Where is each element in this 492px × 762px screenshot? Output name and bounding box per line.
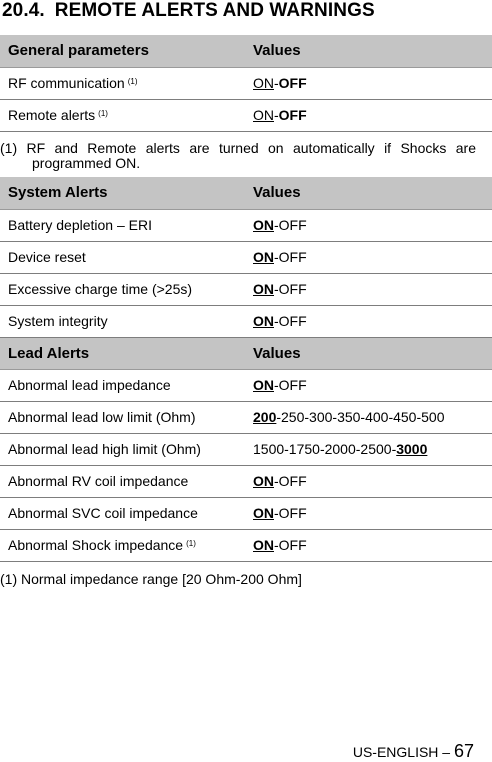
row-value: 200-250-300-350-400-450-500	[245, 401, 492, 433]
section-title: REMOTE ALERTS AND WARNINGS	[54, 0, 375, 21]
table-row	[0, 67, 492, 99]
column-header-values: Values	[245, 337, 492, 369]
row-value: ON-OFF	[245, 99, 492, 131]
column-header-values: Values	[245, 177, 492, 209]
section-heading	[2, 0, 375, 22]
column-header-system-alerts: System Alerts	[0, 177, 245, 209]
row-value: ON-OFF	[245, 305, 492, 337]
table-row	[0, 497, 492, 529]
page-footer	[353, 741, 474, 762]
table-row	[0, 433, 492, 465]
footnote-marker: (1)	[127, 77, 138, 86]
row-value: ON-OFF	[245, 209, 492, 241]
table-row	[0, 241, 492, 273]
row-label: Abnormal RV coil impedance	[0, 465, 245, 497]
table-row	[0, 209, 492, 241]
row-value: ON-OFF	[245, 369, 492, 401]
row-label: Abnormal lead low limit (Ohm)	[0, 401, 245, 433]
row-label: Excessive charge time (>25s)	[0, 273, 245, 305]
row-value: ON-OFF	[245, 67, 492, 99]
column-header-values: Values	[245, 35, 492, 67]
table-row	[0, 401, 492, 433]
row-label: Abnormal lead high limit (Ohm)	[0, 433, 245, 465]
section-number: 20.4.	[2, 0, 45, 21]
table-row	[0, 99, 492, 131]
row-label: RF communication $^{(1)}$	[0, 67, 245, 99]
row-label: Device reset	[0, 241, 245, 273]
table-row	[0, 369, 492, 401]
page-number: 67	[453, 741, 474, 761]
row-value: ON-OFF	[245, 241, 492, 273]
table-row	[0, 529, 492, 561]
table-header-row	[0, 177, 492, 209]
row-label: Abnormal Shock impedance $^{(1)}$	[0, 529, 245, 561]
general-parameters-table	[0, 35, 492, 132]
column-header-parameter: General parameters	[0, 35, 245, 67]
table-row	[0, 273, 492, 305]
row-value: ON-OFF	[245, 497, 492, 529]
row-label: Battery depletion – ERI	[0, 209, 245, 241]
table-header-row	[0, 337, 492, 369]
column-header-lead-alerts: Lead Alerts	[0, 337, 245, 369]
row-value: ON-OFF	[245, 465, 492, 497]
row-value: 1500-1750-2000-2500-3000	[245, 433, 492, 465]
table-header-row	[0, 35, 492, 67]
row-label: Abnormal SVC coil impedance	[0, 497, 245, 529]
row-value: ON-OFF	[245, 273, 492, 305]
table-row	[0, 305, 492, 337]
footer-language: US-ENGLISH –	[352, 744, 454, 760]
row-value: ON-OFF	[245, 529, 492, 561]
footnote-rf: (1) RF and Remote alerts are turned on automatically if Shocks are programmed ON.	[0, 140, 476, 171]
footnote-impedance: (1) Normal impedance range [20 Ohm-200 Ohm]	[0, 571, 302, 587]
table-row	[0, 465, 492, 497]
footnote-marker: (1)	[186, 539, 196, 548]
row-label: Abnormal lead impedance	[0, 369, 245, 401]
system-alerts-table	[0, 177, 492, 562]
row-label: Remote alerts $^{(1)}$	[0, 99, 245, 131]
row-label: System integrity	[0, 305, 245, 337]
footnote-marker: (1)	[98, 109, 108, 118]
